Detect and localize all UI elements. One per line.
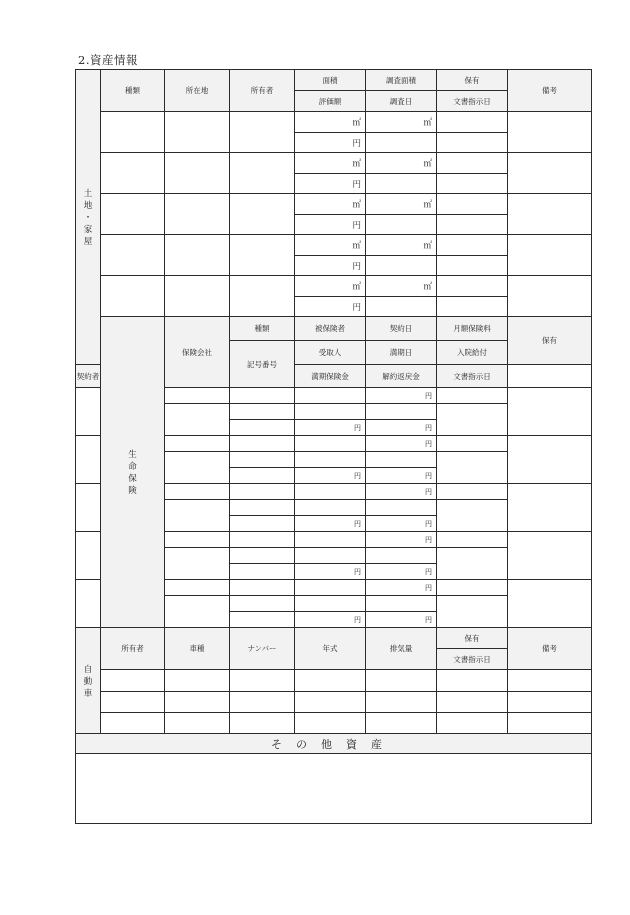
life-beneficiary-cell[interactable] (230, 452, 295, 468)
life-kind-cell[interactable] (165, 484, 230, 500)
land-kind-cell[interactable] (101, 276, 165, 317)
land-survey-area-header: 調査面積 (366, 70, 437, 91)
life-company-cell[interactable] (76, 532, 101, 580)
car-displacement-cell[interactable] (366, 692, 437, 713)
other-assets-header: その他資産 (76, 734, 592, 754)
land-owner-header: 所有者 (230, 70, 295, 112)
land-area-header: 面積 (295, 70, 366, 91)
life-contract-date-header: 契約日 (366, 317, 437, 341)
land-holding-cell[interactable] (437, 235, 508, 256)
land-kind-cell[interactable] (101, 235, 165, 276)
life-kind-cell[interactable] (165, 580, 230, 596)
category-char: 動 (83, 676, 93, 687)
land-survey-area-cell[interactable]: ㎡ (366, 153, 437, 174)
land-appraisal-header: 評価額 (295, 91, 366, 112)
land-survey-date-cell[interactable] (366, 297, 437, 317)
land-document-cell[interactable] (437, 174, 508, 194)
life-hospital-benefit-cell[interactable] (366, 548, 437, 564)
life-surrender-value-cell[interactable]: 円 (366, 516, 437, 532)
car-plate-header: ナンバー (230, 628, 295, 670)
car-owner-cell[interactable] (101, 670, 165, 692)
car-model-cell[interactable] (165, 713, 230, 734)
category-char: ・ (83, 213, 93, 223)
life-document-cell[interactable] (437, 500, 508, 532)
land-location-cell[interactable] (165, 276, 230, 317)
land-remarks-cell[interactable] (508, 153, 592, 194)
land-survey-area-cell[interactable]: ㎡ (366, 276, 437, 297)
life-maturity-date-header: 満期日 (366, 341, 437, 365)
life-hospital-benefit-header: 入院給付 (437, 341, 508, 365)
life-insured-cell[interactable] (230, 388, 295, 404)
land-document-header: 文書指示日 (437, 91, 508, 112)
life-contractor-cell[interactable] (230, 564, 295, 580)
land-holding-cell[interactable] (437, 276, 508, 297)
life-surrender-value-header: 解約返戻金 (366, 365, 437, 388)
life-maturity-date-cell[interactable] (295, 500, 366, 516)
life-surrender-value-cell[interactable]: 円 (366, 420, 437, 436)
land-location-cell[interactable] (165, 194, 230, 235)
land-remarks-cell[interactable] (508, 235, 592, 276)
car-remarks-cell[interactable] (508, 670, 592, 692)
life-hospital-benefit-cell[interactable] (366, 404, 437, 420)
land-owner-cell[interactable] (230, 112, 295, 153)
land-area-cell[interactable]: ㎡ (295, 112, 366, 133)
life-remarks-cell[interactable] (508, 580, 592, 628)
land-area-cell[interactable]: ㎡ (295, 153, 366, 174)
life-beneficiary-cell[interactable] (230, 548, 295, 564)
life-maturity-amount-cell[interactable]: 円 (295, 564, 366, 580)
car-remarks-cell[interactable] (508, 713, 592, 734)
land-survey-date-cell[interactable] (366, 256, 437, 276)
life-monthly-premium-header: 月額保険料 (437, 317, 508, 341)
category-char: 土 (83, 189, 93, 199)
life-surrender-value-cell[interactable]: 円 (366, 468, 437, 484)
land-kind-cell[interactable] (101, 112, 165, 153)
life-contract-date-cell[interactable] (295, 580, 366, 596)
life-maturity-date-cell[interactable] (295, 452, 366, 468)
land-owner-cell[interactable] (230, 276, 295, 317)
life-document-cell[interactable] (437, 596, 508, 628)
land-appraisal-cell[interactable]: 円 (295, 297, 366, 317)
land-kind-cell[interactable] (101, 153, 165, 194)
life-remarks-cell[interactable] (508, 484, 592, 532)
life-symbol-number-cell[interactable] (165, 596, 230, 628)
category-char: 車 (83, 688, 93, 699)
life-maturity-amount-cell[interactable]: 円 (295, 516, 366, 532)
other-assets-area[interactable] (76, 754, 592, 824)
category-char: 自 (83, 664, 93, 675)
life-symbol-number-cell[interactable] (165, 452, 230, 484)
life-monthly-premium-cell[interactable]: 円 (366, 388, 437, 404)
life-contract-date-cell[interactable] (295, 532, 366, 548)
category-char: 屋 (83, 237, 93, 247)
land-location-header: 所在地 (165, 70, 230, 112)
life-document-cell[interactable] (437, 452, 508, 484)
car-displacement-cell[interactable] (366, 670, 437, 692)
car-remarks-header: 備考 (508, 628, 592, 670)
life-category-label (101, 317, 165, 628)
car-plate-cell[interactable] (230, 692, 295, 713)
car-model-header: 車種 (165, 628, 230, 670)
land-area-cell[interactable]: ㎡ (295, 276, 366, 297)
life-contractor-cell[interactable] (230, 468, 295, 484)
land-survey-area-cell[interactable]: ㎡ (366, 112, 437, 133)
land-holding-cell[interactable] (437, 194, 508, 215)
life-document-header: 文書指示日 (437, 365, 508, 388)
car-document-header: 文書指示日 (437, 649, 508, 670)
life-insured-header: 被保険者 (295, 317, 366, 341)
land-location-cell[interactable] (165, 153, 230, 194)
car-year-cell[interactable] (295, 670, 366, 692)
land-remarks-cell[interactable] (508, 276, 592, 317)
land-appraisal-cell[interactable]: 円 (295, 133, 366, 153)
life-hospital-benefit-cell[interactable] (366, 452, 437, 468)
life-contractor-header: 契約者 (76, 365, 101, 388)
car-holding-cell[interactable] (437, 670, 508, 692)
car-displacement-cell[interactable] (366, 713, 437, 734)
life-document-cell[interactable] (437, 548, 508, 580)
life-monthly-premium-cell[interactable]: 円 (366, 580, 437, 596)
land-survey-area-cell[interactable]: ㎡ (366, 235, 437, 256)
life-holding-cell[interactable] (437, 388, 508, 404)
land-document-cell[interactable] (437, 297, 508, 317)
car-plate-cell[interactable] (230, 713, 295, 734)
life-beneficiary-cell[interactable] (230, 596, 295, 612)
life-maturity-amount-cell[interactable]: 円 (295, 468, 366, 484)
land-appraisal-cell[interactable]: 円 (295, 215, 366, 235)
life-contract-date-cell[interactable] (295, 388, 366, 404)
land-owner-cell[interactable] (230, 235, 295, 276)
land-document-cell[interactable] (437, 133, 508, 153)
land-holding-header: 保有 (437, 70, 508, 91)
page-title: 2.資産情報 (78, 53, 138, 67)
category-char: 険 (128, 486, 137, 496)
car-year-header: 年式 (295, 628, 366, 670)
category-char: 生 (128, 450, 137, 460)
car-holding-header: 保有 (437, 628, 508, 649)
land-kind-cell[interactable] (101, 194, 165, 235)
car-model-cell[interactable] (165, 670, 230, 692)
land-appraisal-cell[interactable]: 円 (295, 174, 366, 194)
land-survey-date-cell[interactable] (366, 174, 437, 194)
land-survey-date-cell[interactable] (366, 133, 437, 153)
land-document-cell[interactable] (437, 256, 508, 276)
car-year-cell[interactable] (295, 692, 366, 713)
life-contract-date-cell[interactable] (295, 436, 366, 452)
life-monthly-premium-cell[interactable]: 円 (366, 484, 437, 500)
life-remarks-cell[interactable] (508, 532, 592, 580)
life-kind-header: 種類 (230, 317, 295, 341)
land-remarks-cell[interactable] (508, 194, 592, 235)
life-beneficiary-cell[interactable] (230, 500, 295, 516)
life-contractor-cell[interactable] (230, 516, 295, 532)
life-contract-date-cell[interactable] (295, 484, 366, 500)
land-survey-area-cell[interactable]: ㎡ (366, 194, 437, 215)
life-maturity-date-cell[interactable] (295, 596, 366, 612)
life-insured-cell[interactable] (230, 532, 295, 548)
car-remarks-cell[interactable] (508, 692, 592, 713)
life-symbol-number-cell[interactable] (165, 500, 230, 532)
land-appraisal-cell[interactable]: 円 (295, 256, 366, 276)
car-plate-cell[interactable] (230, 670, 295, 692)
life-kind-cell[interactable] (165, 388, 230, 404)
car-holding-cell[interactable] (437, 713, 508, 734)
category-char: 保 (128, 474, 137, 484)
life-maturity-amount-cell[interactable]: 円 (295, 420, 366, 436)
life-company-header: 保険会社 (165, 317, 230, 388)
life-hospital-benefit-cell[interactable] (366, 500, 437, 516)
land-survey-date-header: 調査日 (366, 91, 437, 112)
life-monthly-premium-cell[interactable]: 円 (366, 436, 437, 452)
life-symbol-number-cell[interactable] (165, 404, 230, 436)
life-symbol-number-cell[interactable] (165, 548, 230, 580)
life-company-cell[interactable] (76, 436, 101, 484)
life-holding-cell[interactable] (437, 580, 508, 596)
life-remarks-cell[interactable] (508, 388, 592, 436)
life-company-cell[interactable] (76, 580, 101, 628)
life-holding-cell[interactable] (437, 436, 508, 452)
land-location-cell[interactable] (165, 112, 230, 153)
car-category-label (76, 628, 101, 734)
car-owner-header: 所有者 (101, 628, 165, 670)
land-area-cell[interactable]: ㎡ (295, 194, 366, 215)
category-char: 家 (83, 225, 93, 235)
car-displacement-header: 排気量 (366, 628, 437, 670)
life-maturity-amount-cell[interactable]: 円 (295, 612, 366, 628)
land-kind-header: 種類 (101, 70, 165, 112)
life-holding-cell[interactable] (437, 484, 508, 500)
land-holding-cell[interactable] (437, 153, 508, 174)
category-char: 地 (83, 201, 93, 211)
life-maturity-amount-header: 満期保険金 (295, 365, 366, 388)
car-owner-cell[interactable] (101, 692, 165, 713)
life-surrender-value-cell[interactable]: 円 (366, 612, 437, 628)
life-insured-cell[interactable] (230, 580, 295, 596)
life-beneficiary-header: 受取人 (295, 341, 366, 365)
life-document-cell[interactable] (437, 404, 508, 436)
land-owner-cell[interactable] (230, 194, 295, 235)
life-holding-header: 保有 (508, 317, 592, 365)
car-owner-cell[interactable] (101, 713, 165, 734)
car-model-cell[interactable] (165, 692, 230, 713)
life-kind-cell[interactable] (165, 436, 230, 452)
life-kind-cell[interactable] (165, 532, 230, 548)
car-year-cell[interactable] (295, 713, 366, 734)
life-surrender-value-cell[interactable]: 円 (366, 564, 437, 580)
land-owner-cell[interactable] (230, 153, 295, 194)
category-char: 命 (128, 462, 137, 472)
life-maturity-date-cell[interactable] (295, 404, 366, 420)
land-category-label (76, 70, 101, 365)
life-insured-cell[interactable] (230, 484, 295, 500)
life-symbol-number-header: 記号番号 (230, 341, 295, 388)
asset-table (75, 69, 592, 824)
life-beneficiary-cell[interactable] (230, 404, 295, 420)
car-holding-cell[interactable] (437, 692, 508, 713)
life-remarks-cell[interactable] (508, 436, 592, 484)
life-insured-cell[interactable] (230, 436, 295, 452)
land-area-cell[interactable]: ㎡ (295, 235, 366, 256)
land-remarks-cell[interactable] (508, 112, 592, 153)
land-remarks-header: 備考 (508, 70, 592, 112)
life-contractor-cell[interactable] (230, 612, 295, 628)
land-location-cell[interactable] (165, 235, 230, 276)
life-monthly-premium-cell[interactable]: 円 (366, 532, 437, 548)
land-survey-date-cell[interactable] (366, 215, 437, 235)
land-document-cell[interactable] (437, 215, 508, 235)
life-company-cell[interactable] (76, 388, 101, 436)
life-hospital-benefit-cell[interactable] (366, 596, 437, 612)
life-holding-cell[interactable] (437, 532, 508, 548)
life-company-cell[interactable] (76, 484, 101, 532)
life-contractor-cell[interactable] (230, 420, 295, 436)
land-holding-cell[interactable] (437, 112, 508, 133)
life-maturity-date-cell[interactable] (295, 548, 366, 564)
